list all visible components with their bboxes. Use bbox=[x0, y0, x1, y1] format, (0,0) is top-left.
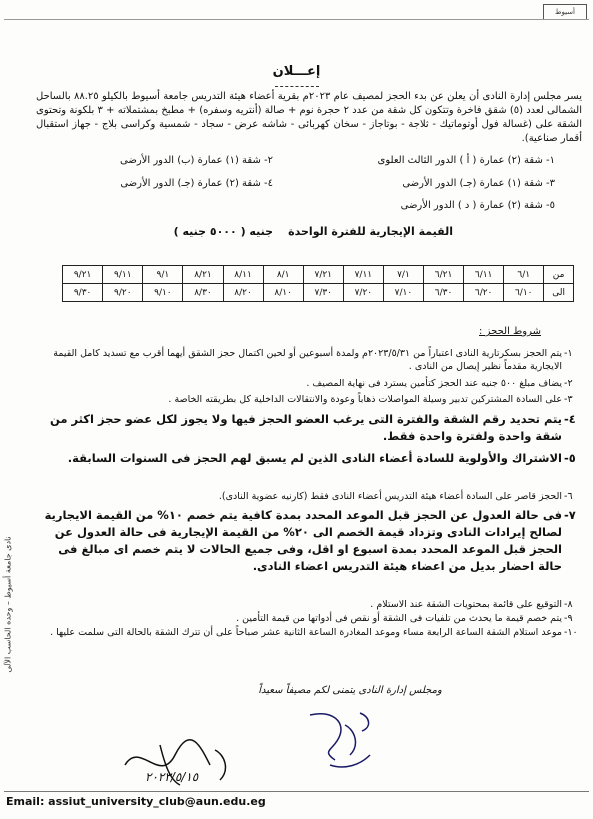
intro-paragraph: يسر مجلس إدارة النادى أن يعلن عن بدء الحجز لمصيف عام ٢٠٢٣م بقرية أعضاء هيئة التدريس جامعة أسيوط بالكيلو ٨٨.٢٥ بالساحل الشمالى لعدد (٥) شقق فاخرة وتتكون كل شقة من عدد ٢ حجرة نوم + صالة (أنتريه وسفره) + مطبخ بمشتملاته + ٣ بلكونة وتحتوى الشقة على (غسالة فول أوتوماتيك - ثلاجة - بوتاجاز - سخان كهربائى - شاشه عرض - سجاد - شمسية وكراسى بلاج - جهاز استقبال أقمار صناعية). bbox=[36, 91, 582, 144]
condition-text: يتم خصم قيمة ما يحدث من تلفيات فى الشقة أو نقص فى أدواتها من قيمة التأمين . bbox=[236, 613, 562, 624]
period-to-cell: ٩/٣٠ bbox=[63, 284, 103, 302]
announcement-title: إعـــلان bbox=[272, 64, 321, 79]
period-to-cell: ٨/١٠ bbox=[263, 284, 303, 302]
condition-item bbox=[32, 490, 573, 503]
period-to-cell: ٨/٣٠ bbox=[183, 284, 223, 302]
price-label: القيمة الإيجارية للفترة الواحدة bbox=[288, 225, 453, 238]
period-from-cell: ٧/٢١ bbox=[303, 266, 343, 284]
periods-to-row bbox=[63, 284, 574, 302]
condition-number: -٥ bbox=[564, 451, 576, 465]
header-divider bbox=[4, 19, 589, 20]
condition-number: -٣ bbox=[564, 394, 573, 405]
condition-text: الحجز قاصر على السادة أعضاء هيئة التدريس أعضاء النادى فقط (كارنيه عضوية النادى). bbox=[218, 491, 562, 502]
apartment-item-2: ٢- شقة (١) عمارة (ب) الدور الأرضى bbox=[120, 155, 273, 166]
period-to-cell: ٦/١٠ bbox=[504, 284, 544, 302]
condition-text: يتم الحجز بسكرتارية النادى اعتباراً من ٢٠٢٣/٥/٣١م ولمدة أسبوعين أو لحين اكتمال حجز الشقق أيهما أقرب مع تسديد كامل القيمة الايجارية مقدماً نظير إيصال من النادى . bbox=[53, 348, 562, 372]
stamp-signature bbox=[300, 705, 380, 775]
period-from-cell: ٩/٢١ bbox=[63, 266, 103, 284]
conditions-title: شروط الحجز : bbox=[479, 326, 541, 337]
condition-text: فى حالة العدول عن الحجز قبل الموعد المحدد بمدة كافية يتم خصم ١٠% من القيمة الايجارية لصالح إيرادات النادى وتزداد قيمة الخصم الى ٢٠% من القيمة الإيجارية فى حالة العدول عن الحجز قبل الموعد المحدد بمدة اسبوع او اقل، وفى جميع الحالات لا يتم خصم اى مبالغ فى حالة احضار بديل من اعضاء هيئة التدريس اعضاء النادى. bbox=[44, 508, 562, 573]
condition-number: -١ bbox=[564, 348, 573, 359]
condition-number: -٩ bbox=[564, 613, 573, 624]
condition-item bbox=[32, 507, 576, 575]
period-to-cell: ٩/١٠ bbox=[143, 284, 183, 302]
period-to-cell: ٦/٣٠ bbox=[424, 284, 464, 302]
period-from-cell: ٦/٢١ bbox=[424, 266, 464, 284]
period-from-cell: ٦/١ bbox=[504, 266, 544, 284]
apartment-item-1: ١- شقة (٢) عمارة ( أ ) الدور الثالث العلوى bbox=[377, 155, 555, 166]
period-to-cell: ٨/٢٠ bbox=[223, 284, 263, 302]
condition-item bbox=[32, 450, 576, 467]
period-to-cell: ٧/١٠ bbox=[383, 284, 423, 302]
condition-number: -٨ bbox=[564, 599, 573, 610]
condition-item bbox=[32, 411, 576, 445]
condition-number: -٤ bbox=[564, 412, 576, 426]
price-value: جنيه ( ٥٠٠٠ جنيه ) bbox=[173, 225, 273, 238]
condition-item bbox=[32, 612, 573, 625]
period-from-cell: ٩/١ bbox=[143, 266, 183, 284]
footer-divider bbox=[4, 791, 589, 792]
period-to-cell: ٧/٣٠ bbox=[303, 284, 343, 302]
condition-number: -١٠ bbox=[564, 627, 578, 638]
condition-item bbox=[32, 626, 578, 639]
condition-text: موعد استلام الشقة الساعة الرابعة مساء وموعد المغادرة الساعة الثانية عشر صباحاً على أن تترك الشقة بالحالة التى سلمت عليها . bbox=[50, 627, 562, 638]
apartment-item-3: ٣- شقة (١) عمارة (جـ) الدور الأرضى bbox=[402, 178, 555, 189]
from-label: من bbox=[544, 266, 574, 284]
period-from-cell: ٦/١١ bbox=[464, 266, 504, 284]
period-from-cell: ٧/١ bbox=[383, 266, 423, 284]
condition-item bbox=[32, 393, 573, 406]
condition-item bbox=[32, 377, 573, 390]
periods-table bbox=[62, 265, 574, 302]
periods-from-row bbox=[63, 266, 574, 284]
apartment-item-4: ٤- شقة (٢) عمارة (جـ) الدور الأرضى bbox=[120, 178, 273, 189]
period-from-cell: ٨/١١ bbox=[223, 266, 263, 284]
condition-text: يضاف مبلغ ٥٠٠ جنيه عند الحجز كتأمين يسترد فى نهاية المصيف . bbox=[306, 378, 562, 389]
period-from-cell: ٧/١١ bbox=[343, 266, 383, 284]
closing-line: ومجلس إدارة النادى يتمنى لكم مصيفاً سعيداً bbox=[258, 685, 442, 696]
to-label: الى bbox=[544, 284, 574, 302]
condition-number: -٧ bbox=[564, 508, 576, 522]
condition-text: التوقيع على قائمة بمحتويات الشقة عند الاستلام . bbox=[370, 599, 562, 610]
period-to-cell: ٧/٢٠ bbox=[343, 284, 383, 302]
title-underline bbox=[275, 86, 319, 87]
condition-item bbox=[32, 598, 573, 611]
signature-date: ٢٠٢٣/٥/١٥ bbox=[145, 770, 199, 784]
footer-email: Email: assiut_university_club@aun.edu.eg bbox=[6, 795, 266, 808]
condition-text: يتم تحديد رقم الشقة والفترة التى يرغب العضو الحجز فيها ولا يجوز لكل عضو حجز اكثر من شقة واحدة ولفترة واحدة فقط. bbox=[49, 412, 562, 443]
condition-number: -٢ bbox=[564, 378, 573, 389]
condition-item bbox=[32, 347, 573, 373]
condition-text: الاشتراك والأولوية للسادة أعضاء النادى الذين لم يسبق لهم الحجز فى السنوات السابقة. bbox=[67, 451, 562, 465]
sidebar-vertical-text: نادى جامعة أسيوط – وحده الحاسب الآلى bbox=[3, 536, 13, 673]
period-from-cell: ٨/١ bbox=[263, 266, 303, 284]
club-logo: أسيوط bbox=[543, 4, 587, 20]
condition-number: -٦ bbox=[564, 491, 573, 502]
period-from-cell: ٩/١١ bbox=[103, 266, 143, 284]
apartment-item-5: ٥- شقة (٢) عمارة ( د ) الدور الأرضى bbox=[400, 200, 555, 211]
period-to-cell: ٦/٢٠ bbox=[464, 284, 504, 302]
period-to-cell: ٩/٢٠ bbox=[103, 284, 143, 302]
condition-text: على السادة المشتركين تدبير وسيلة المواصلات ذهاباً وعودة والانتقالات الداخلية كل بطريقته الخاصة . bbox=[168, 394, 562, 405]
period-from-cell: ٨/٢١ bbox=[183, 266, 223, 284]
